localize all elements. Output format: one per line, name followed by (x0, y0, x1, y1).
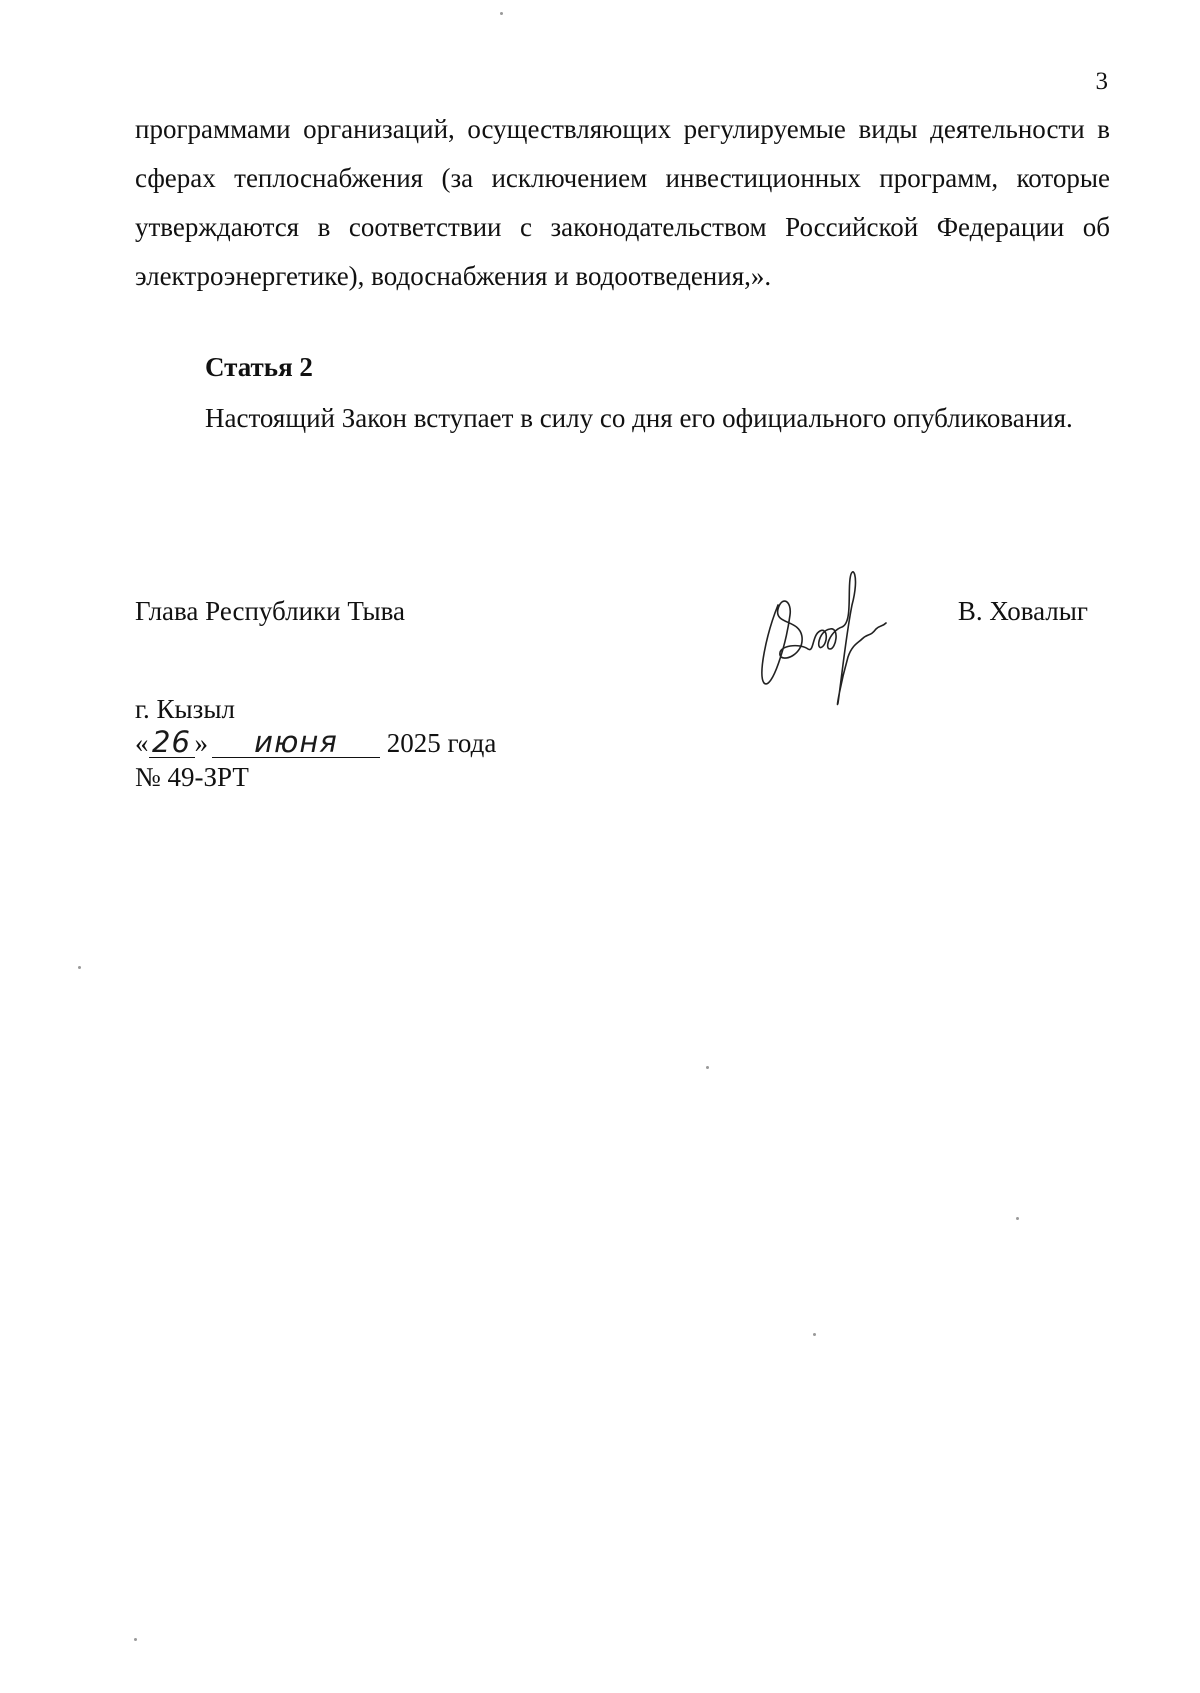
date-month-blank (212, 725, 380, 759)
scan-speck (706, 1066, 709, 1069)
place-of-signing: г. Кызыл (135, 694, 235, 724)
date-close-quote: » (194, 728, 208, 758)
date-day-blank (149, 725, 195, 759)
scan-speck (500, 12, 503, 15)
date-day: 26 (152, 725, 191, 759)
handwritten-signature (756, 565, 896, 715)
date-month: июня (254, 725, 338, 759)
scan-speck (78, 966, 81, 969)
date-open-quote: « (135, 728, 149, 758)
intro-paragraph: программами организаций, осуществляющих регулируемые виды деятельности в сферах теплоснабжения (за исключением инвестиционных программ, которые утверждаются в соответствии с законодательством Российской Федерации об электроэнергетике), водоснабжения и водоотведения,». (135, 114, 1110, 291)
article-text: Настоящий Закон вступает в силу со дня его официального опубликования. (205, 403, 1073, 433)
article-heading: Статья 2 (205, 352, 313, 382)
scan-speck (813, 1333, 816, 1336)
date-year: 2025 года (386, 728, 497, 758)
page-number: 3 (1095, 68, 1108, 95)
signature-title: Глава Республики Тыва (135, 596, 406, 626)
scan-speck (1016, 1217, 1019, 1220)
scan-speck (134, 1638, 137, 1641)
signing-date (135, 725, 497, 759)
signature-name: В. Ховалыг (957, 596, 1088, 626)
law-number: № 49-ЗРТ (135, 762, 249, 792)
